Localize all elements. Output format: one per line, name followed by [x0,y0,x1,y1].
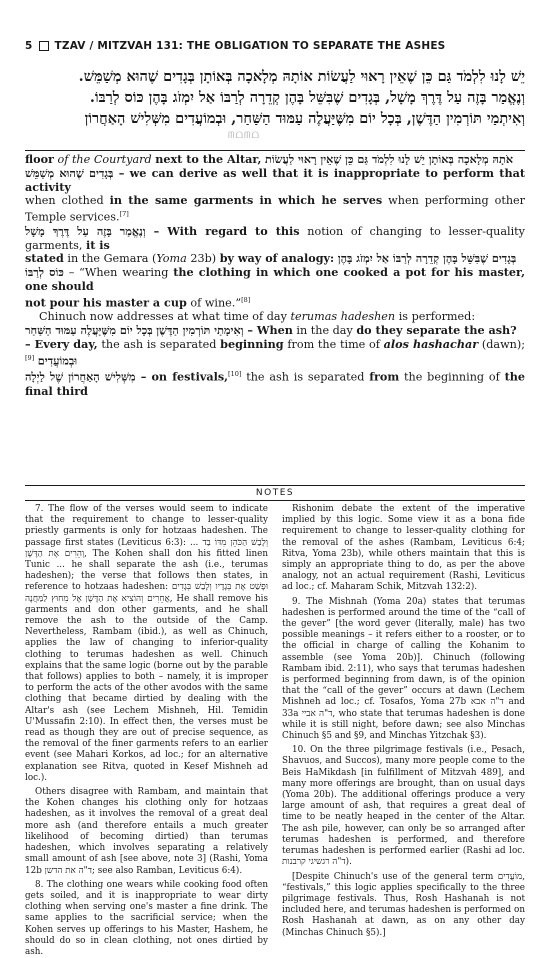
commentary-line: מִשְּׁלִישׁ הָאַחֲרוֹן שֶׁל לַיְלָה – on festivals,[10] the ash is separated from the beginning of the final third [25,369,525,398]
divider [25,150,525,151]
commentary-line: כּוֹס לְרַבּוֹ – “When wearing the clothing in which one cooked a pot for his master, one should [25,265,525,293]
note-paragraph: [Despite Chinuch's use of the general term מוֹעֲדִים, “festivals,” this logic applies specifically to the three pilgrimage festivals. Thus, Rosh Hashanah is not included here, and terumas hadeshen is performed on Rosh Hashanah at dawn, as on any other day (Minchas Chinuch §5).] [282,871,525,938]
commentary-line: – Every day, the ash is separated beginning from the time of alos hashachar (dawn);[9] וּבְמוֹעֲדִים [25,336,526,368]
hebrew-line: וְאִיתְמַי תּוֹרְמִין הַדֶּשֶׁן, בְּכָל יוֹם מִשֶּׁיַּעֲלֶה עַמּוּד הַשַּׁחַר, וּבְמוֹעֲדִים מִשְּׁלִישׁ הָאַחֲרוֹן [84,110,525,127]
commentary-line: floor of the Courtyard next to the Altar, אֹתָהּ מְלָאכָה בְּאוֹתָן יֵשׁ לָנוּ לִלְמֹד גַּם כֵּן שֶׁאֵין רָאוּי לַעֲשׂוֹת [25,152,514,166]
page-mark: ᗰᗝᗰᗝ [228,131,260,141]
note-paragraph: 8. The clothing one wears while cooking food often gets soiled, and it is inappropriate to wear dirty clothing when serving one's master a fine drink. The same applies to the sacrificial service; when the Kohen serves up offerings to his Master, Hashem, he should do so in clean clothing, not ones dirtied by ash. [25,879,268,957]
english-commentary [25,153,525,398]
commentary-line: וְנֶאֱמַר בָּזֶה עַל דֶּרֶךְ מָשָׁל – With regard to this notion of changing to lesser-quality garments, it is [25,223,525,252]
hebrew-line: יֵשׁ לָנוּ לִלְמֹד גַּם כֵּן שֶׁאֵין רָאוּי לַעֲשׂוֹת אוֹתָהּ מְלָאכָה בְּאוֹתָן בְּגָדִים שֶׁהוּא מְשַׁמֵּשׁ. [78,68,525,85]
notes-heading: NOTES [25,485,525,501]
notes-columns [25,504,526,957]
page-number: 5 [25,40,33,52]
notes-column-left [25,504,269,957]
commentary-line: not pour his master a cup of wine.”[8] [25,295,251,310]
hebrew-line: וְנֶאֱמַר בָּזֶה עַל דֶּרֶךְ מָשָׁל, בְּגָדִים שֶׁבִּשֵּׁל בָּהֶן קְדֵרָה לְרַבּוֹ אַל יִמְזֹג בָּהֶן כּוֹס לְרַבּוֹ. [89,89,525,106]
commentary-line: stated in the Gemara (Yoma 23b) by way of analogy: בְּגָדִים שֶׁבִּשֵּׁל בָּהֶן קְדֵרָה לְרַבּוֹ אַל יִמְזֹג בָּהֶן [25,251,517,266]
note-paragraph: Others disagree with Rambam, and maintain that the Kohen changes his clothing only for hotzaas hadeshen, as it involves the removal of a great deal more ash (and therefore entails a much greater likelihood of becoming dirtied) than terumas hadeshen, which involves separating a relatively small amount of ash [see above, note 3] (Rashi, Yoma 12b ד"ה את הדשן; see also Ramban, Leviticus 6:4). [25,787,268,876]
notes-column-right [282,504,526,938]
square-icon [39,41,49,51]
note-paragraph: 7. The flow of the verses would seem to indicate that the requirement to change to lesser-quality priestly garments is only for hotzaas hadeshen. The passage first states (Leviticus 6:3): וְלָבַשׁ הַכֹּהֵן מִדּוֹ בַד ... וְהֵרִים אֶת הַדֶּשֶׁן, The Kohen shall don his fitted linen Tunic ... he shall separate the ash (i.e., terumas hadeshen); the verse that follows then states, in reference to hotzaas hadeshen: וּפָשַׁט אֶת בְּגָדָיו וְלָבַשׁ בְּגָדִים אֲחֵרִים וְהוֹצִיא אֶת הַדֶּשֶׁן אֶל מִחוּץ לַמַּחֲנֶה, He shall remove his garments and don other garments, and he shall remove the ash to the outside of the Camp. Nevertheless, Rambam (ibid.), as well as Chinuch, applies the law of changing to inferior-quality clothing to terumas hadeshen as well. Chinuch explains that the same logic (borne out by the parable that follows) applies to both – namely, it is improper to perform the acts of the other avodos with the same clothing that became dirtied by dealing with the Altar's ash (see Lechem Mishneh, Hil. Temidin U'Mussafin 2:10). In effect then, the verses must be read as though they are out of precise sequence, as the removal of the finer garments refers to an earlier event (see Mahari Korkos, ad loc.; for an alternative explanation see Ritva, quoted in Kesef Mishneh ad loc.). [25,504,269,783]
note-paragraph: Rishonim debate the extent of the imperative implied by this logic. Some view it as a bona fide requirement to change to lesser-quality clothing for the removal of the ashes (Rambam, Leviticus 6:4; Ritva, Yoma 23b), while others maintain that this is simply an appropriate thing to do, as per the above analogy, not an actual requirement (Rashi, Leviticus ad loc.; cf. Maharam Schik, Mitzvah 132:2). [282,504,525,593]
note-paragraph: 10. On the three pilgrimage festivals (i.e., Pesach, Shavuos, and Succos), many more people come to the Beis HaMikdash [in fulfillment of Mitzvah 489], and many more offerings are brought, than on usual days (Yoma 20b). The additional offerings produce a very large amount of ash, that requires a great deal of time to be neatly heaped in the center of the Altar. The ash pile, however, can only be so arranged after terumas hadeshen is performed, and therefore terumas hadeshen is performed earlier (Rashi ad loc. ד"ה רגשיגי קרבנות). [282,745,525,868]
running-header [25,38,525,54]
note-paragraph: 9. The Mishnah (Yoma 20a) states that terumas hadeshen is performed around the time of the “call of the gever” [the word gever (literally, male) has two possible meanings – it refers either to a rooster, or to the official in charge of calling the Kohanim to assemble (see Yoma 20b)]. Chinuch (following Rambam ibid. 2:11), who says that terumas hadeshen is performed beginning from dawn, is of the opinion that the “call of the gever” occurs at dawn (Lechem Mishneh ad loc.; cf. Tosafos, Yoma 27b ד"ה אבא and 33a ד"ה אביי, who state that terumas hadeshen is done while it is still night, before dawn; see also Minchas Chinuch §5 and §9, and Minchas Yitzchak §3). [282,596,526,742]
commentary-line: בְּכָל יוֹם מִשֶּׁיַּעֲלֶה עַמּוּד הַשַּׁחַר וְאִימָתַי תּוֹרְמִין הַדֶּשֶׁן – When in the day do they separate the ash? [25,323,517,338]
hebrew-source-text [25,66,525,129]
commentary-line: בְּגָדִים שֶׁהוּא מְשַׁמֵּשׁ – we can derive as well that it is inappropriate to perform that activity [25,165,525,194]
running-title: TZAV / MITZVAH 131: THE OBLIGATION TO SEPARATE THE ASHES [54,40,446,52]
commentary-line: when clothed in the same garments in which he serves when performing other Temple services.[7] [25,193,525,224]
commentary-line: Chinuch now addresses at what time of day terumas hadeshen is performed: [39,310,476,324]
